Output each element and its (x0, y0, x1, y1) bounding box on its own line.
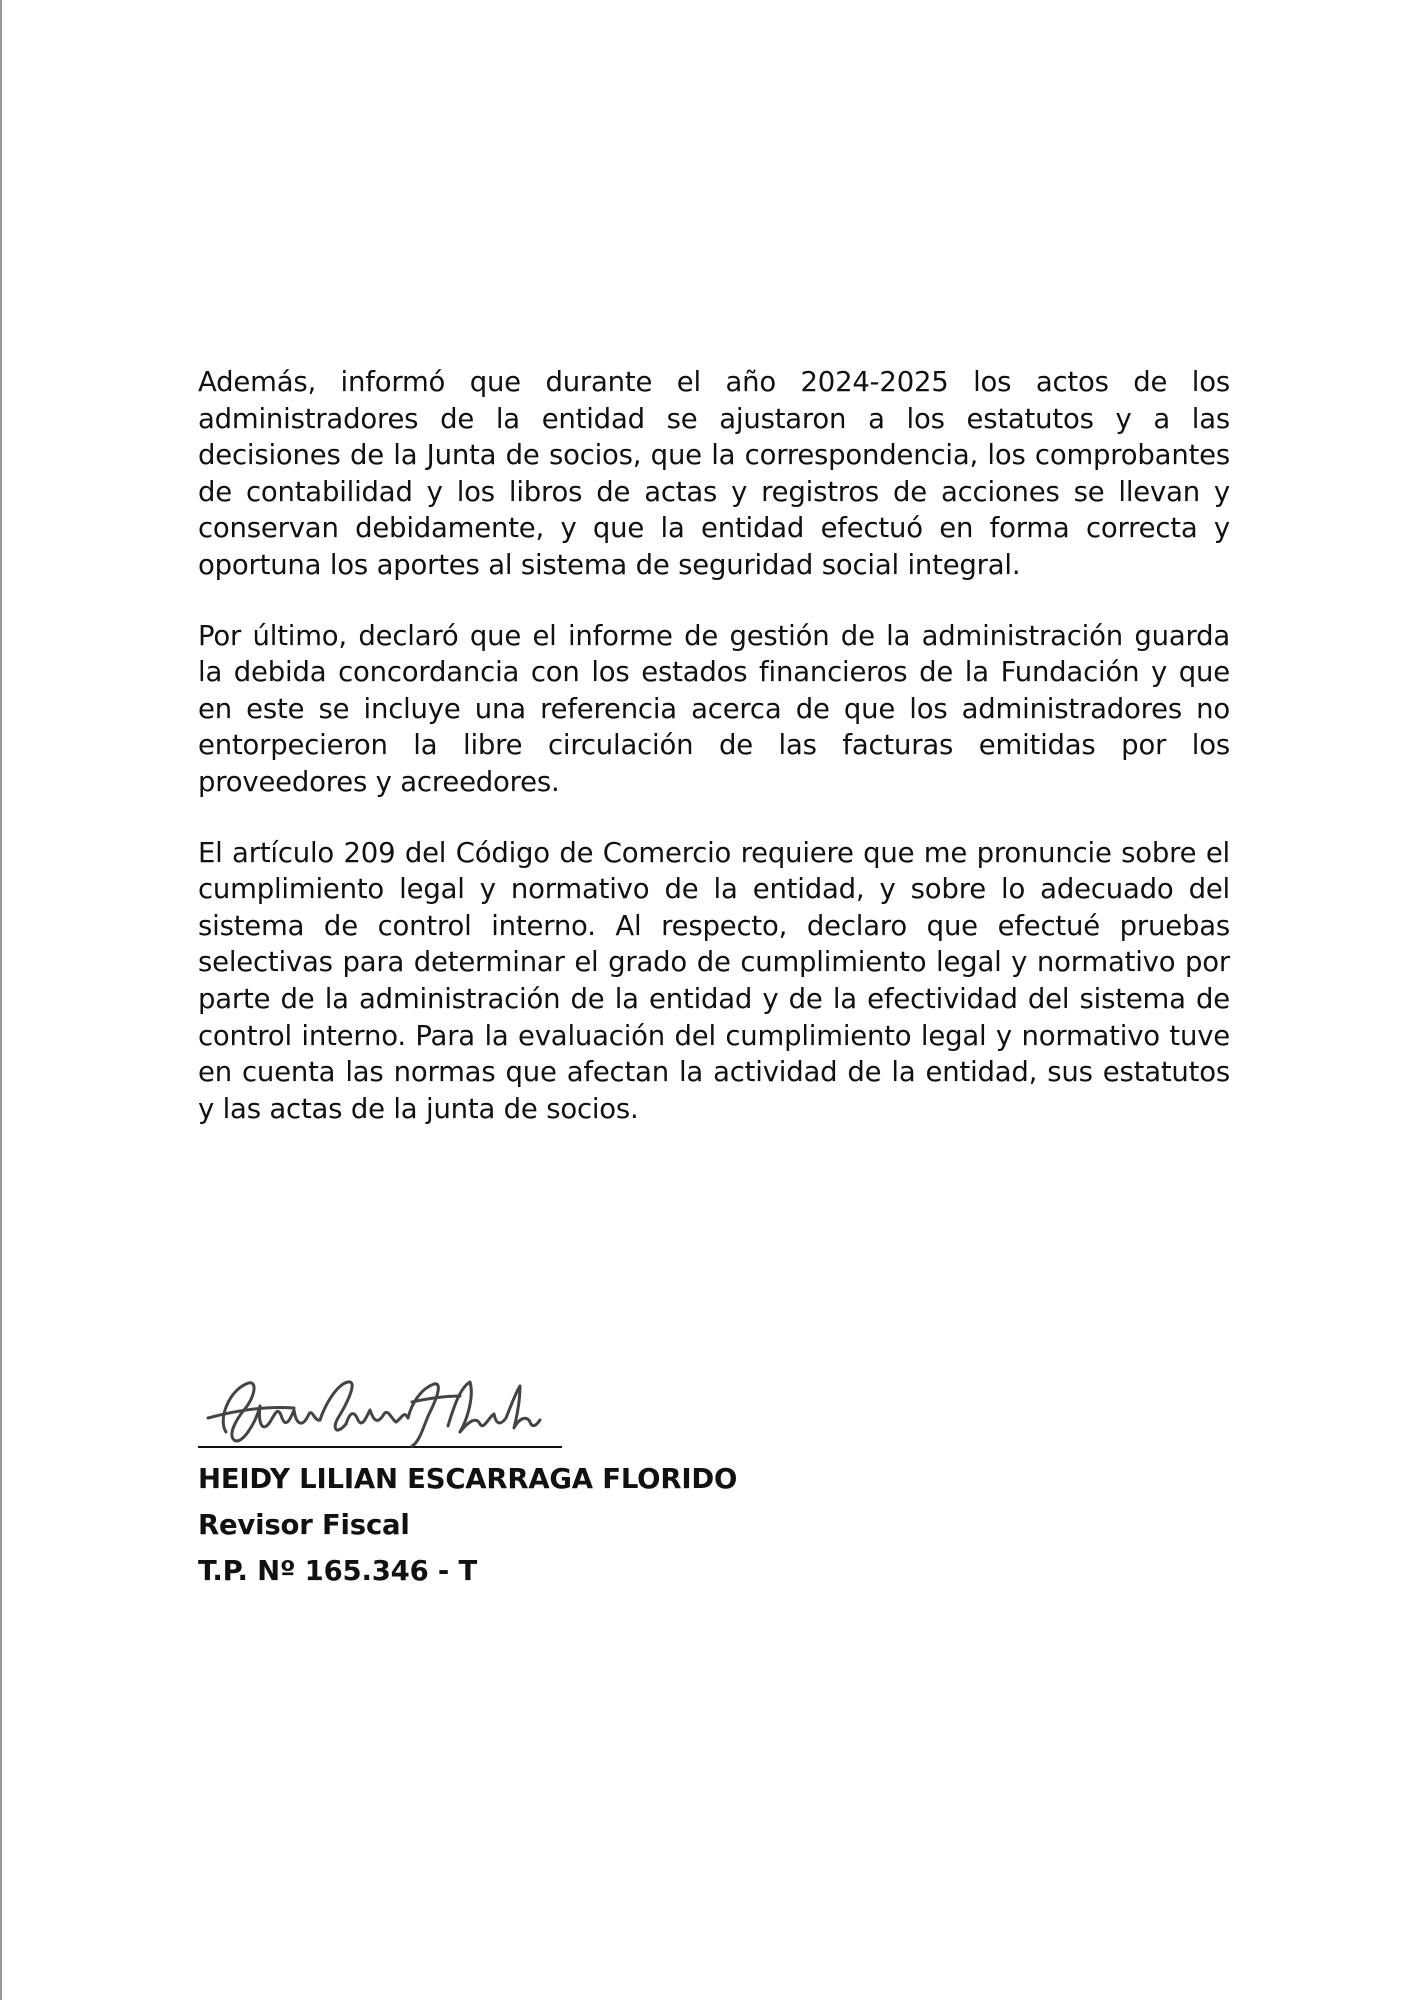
handwritten-signature (198, 1362, 568, 1452)
signer-professional-card: T.P. Nº 165.346 - T (198, 1555, 478, 1587)
paragraph-management-acts: Además, informó que durante el año 2024-2025 los actos de los administradores de la entidad se ajustaron a los estatutos y a las decisiones de la Junta de socios, que la correspondencia, los comprobantes de contabilidad y los libros de actas y registros de acciones se llevan y conservan debidamente, y que la entidad efectuó en forma correcta y oportuna los aportes al sistema de seguridad social integral. (198, 366, 1230, 581)
signature-block (198, 1362, 818, 1588)
paragraph-article-209: El artículo 209 del Código de Comercio requiere que me pronuncie sobre el cumplimiento legal y normativo de la entidad, y sobre lo adecuado del sistema de control interno. Al respecto, declaro que efectué pruebas selectivas para determinar el grado de cumplimiento legal y normativo por parte de la administración de la entidad y de la efectividad del sistema de control interno. Para la evaluación del cumplimiento legal y normativo tuve en cuenta las normas que afectan la actividad de la entidad, sus estatutos y las actas de la junta de socios. (198, 836, 1230, 1125)
signature-line (198, 1446, 562, 1448)
signer-name: HEIDY LILIAN ESCARRAGA FLORIDO (198, 1463, 738, 1495)
signer-role: Revisor Fiscal (198, 1509, 410, 1541)
document-body (198, 364, 1230, 1161)
page-edge-border (0, 0, 2, 2000)
paragraph-management-report: Por último, declaró que el informe de gestión de la administración guarda la debida concordancia con los estados financieros de la Fundación y que en este se incluye una referencia acerca de que los administradores no entorpecieron la libre circulación de las facturas emitidas por los proveedores y acreedores. (198, 619, 1230, 798)
